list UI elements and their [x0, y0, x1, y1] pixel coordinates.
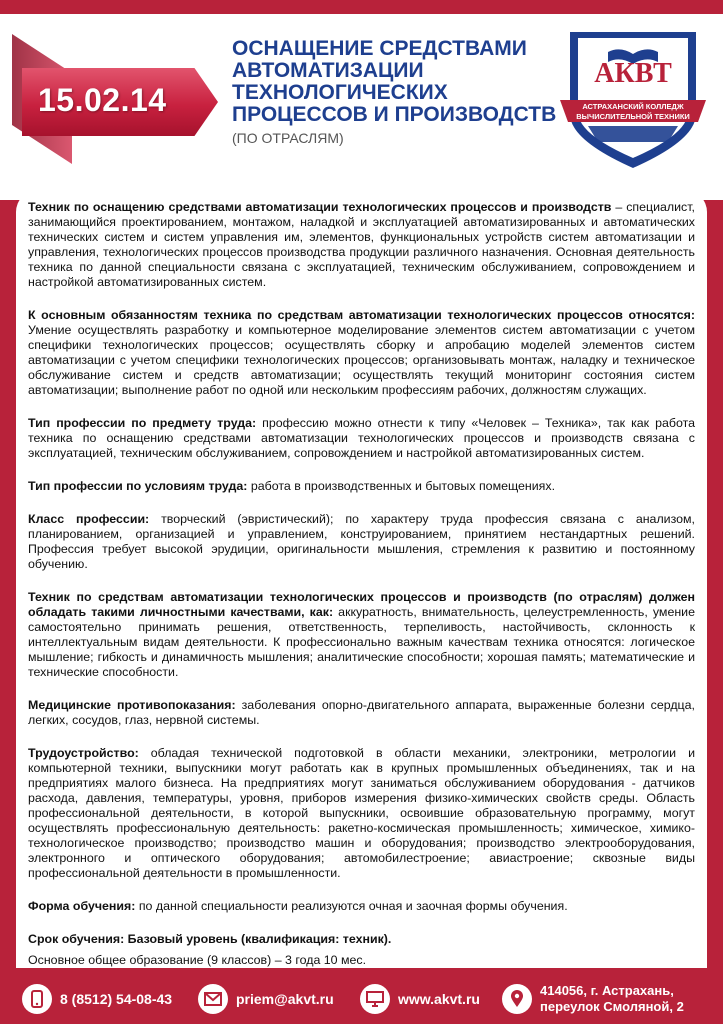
- logo-band-line2: ВЫЧИСЛИТЕЛЬНОЙ ТЕХНИКИ: [576, 112, 690, 121]
- footer-email[interactable]: [198, 982, 334, 1016]
- section-lead: Класс профессии:: [28, 512, 150, 526]
- footer-phone[interactable]: [22, 982, 172, 1016]
- section-lead: Тип профессии по условиям труда:: [28, 479, 248, 493]
- location-pin-icon: [502, 984, 532, 1014]
- logo-band-line1: АСТРАХАНСКИЙ КОЛЛЕДЖ: [582, 102, 684, 111]
- footer-address: [502, 982, 684, 1016]
- section-2: [28, 416, 695, 461]
- section-5: [28, 590, 695, 680]
- phone-text: 8 (8512) 54-08-43: [60, 991, 173, 1007]
- college-logo: [558, 22, 708, 172]
- email-text: priem@akvt.ru: [236, 991, 334, 1007]
- section-text: Умение осуществлять разработку и компьютерное моделирование элементов систем автоматизации с учетом специфики технологических процессов; осуществлять сборку и апробацию моделей элементов систем автоматизации с учетом специфики технологических процессов; организовывать монтаж, наладку и техническое обслуживание систем и средств автоматизации; осуществлять текущий мониторинг состояния систем автоматизации; выполнение работ по одной или нескольким профессиям рабочих, должностям служащих.: [28, 323, 695, 397]
- section-text: по данной специальности реализуются очная и заочная формы обучения.: [135, 899, 568, 913]
- footer: [0, 968, 723, 1024]
- mail-icon: [198, 984, 228, 1014]
- section-0: [28, 200, 695, 290]
- title-main: ОСНАЩЕНИЕ СРЕДСТВАМИ АВТОМАТИЗАЦИИ ТЕХНОЛОГИЧЕСКИХ ПРОЦЕССОВ И ПРОИЗВОДСТВ: [232, 37, 557, 126]
- section-1: [28, 308, 695, 398]
- section-9: [28, 932, 695, 947]
- section-text: профессию можно отнести к типу «Человек – Техника», так как работа техника по оснащению средствами автоматизации технологических процессов и производств связана с эксплуатацией, техническим обслуживанием, сопровождением и настройкой автоматизированных систем.: [28, 416, 696, 460]
- logo-text: АКВТ: [594, 58, 672, 89]
- logo-band: [562, 102, 704, 122]
- address-line1: 414056, г. Астрахань,: [540, 983, 674, 998]
- section-7: [28, 746, 695, 881]
- section-text: обладая технической подготовкой в области механики, электроники, метрологии и компьютерной техники, выпускники могут работать как в крупных промышленных объединениях, так и на предприятиях малого бизнеса. На предприятиях могут заниматься обслуживанием оборудования - датчиков расхода, давления, температуры, уровня, приборов измерения физико-химических свойств среды. Область профессиональной деятельности, в которой выпускники, освоившие образовательную программу, могут осуществлять профессиональную деятельность: ракетно-космическая промышленность; химическое, химико-технологическое производство; производство машин и оборудования; производство электрооборудования, электронного и оптического оборудования; автомобилестроение; авиастроение; сквозные виды профессиональной деятельности в промышленности.: [28, 746, 695, 880]
- section-4: [28, 512, 695, 572]
- phone-icon: [22, 984, 52, 1014]
- monitor-icon: [360, 984, 390, 1014]
- section-text: – специалист, занимающийся проектированием, монтажом, наладкой и эксплуатацией автоматизированных и автоматических технических систем и систем управления им, элементов, функциональных устройств систем автоматизации и управления, технологических процессов производства продукции различного назначения. Основная деятельность техника по данной специальности связана с эксплуатацией, техническим обслуживанием, сопровождением и настройкой автоматизированных систем.: [28, 200, 695, 289]
- section-lead: Трудоустройство:: [28, 746, 139, 760]
- section-lead: Медицинские противопоказания:: [28, 698, 236, 712]
- site-text: www.akvt.ru: [398, 991, 480, 1007]
- title-suffix: (ПО ОТРАСЛЯМ): [232, 130, 344, 146]
- specialty-code: 15.02.14: [38, 82, 167, 118]
- section-lead: Техник по оснащению средствами автоматизации технологических процессов и производств: [28, 200, 612, 214]
- section-lead: Срок обучения: Базовый уровень (квалификация: техник).: [28, 932, 392, 946]
- section-lead: Техник по средствам автоматизации технологических процессов и производств (по отраслям) должен обладать такими личностными качествами, как:: [28, 590, 695, 619]
- section-6: [28, 698, 695, 728]
- section-lead: К основным обязанностям техника по средствам автоматизации технологических процессов относятся:: [28, 308, 695, 322]
- section-8: [28, 899, 695, 914]
- address-line2: переулок Смоляной, 2: [540, 999, 684, 1014]
- page-title: [232, 38, 562, 149]
- section-lead: Тип профессии по предмету труда:: [28, 416, 257, 430]
- section-lead: Форма обучения:: [28, 899, 136, 913]
- content-panel: [16, 190, 707, 968]
- section-text: творческий (эвристический); по характеру труда профессия связана с анализом, планированием, организацией и управлением, конструированием, принятием нестандартных решений. Профессия требует высокой эрудиции, оригинальности мышления, стремления к развитию и постоянному обучению.: [28, 512, 695, 571]
- section-text: заболевания опорно-двигательного аппарата, выраженные болезни сердца, легких, сосудов, глаз, нервной системы.: [28, 698, 695, 727]
- footer-site[interactable]: [360, 982, 480, 1016]
- term-line: Основное общее образование (9 классов) – 3 года 10 мес.: [28, 953, 367, 967]
- section-3: [28, 479, 695, 494]
- address-text: [540, 983, 684, 1015]
- section-text: работа в производственных и бытовых помещениях.: [247, 479, 556, 493]
- section-text: аккуратность, внимательность, целеустремленность, умение самостоятельно принимать решения, ответственность, терпеливость, настойчивость, склонность к интеллектуальным видам деятельности. К профессионально важным качествам техника относятся: логическое мышление; гибкость и динамичность мышления; аналитические способности; хорошая память; математические и технические способности.: [28, 605, 695, 679]
